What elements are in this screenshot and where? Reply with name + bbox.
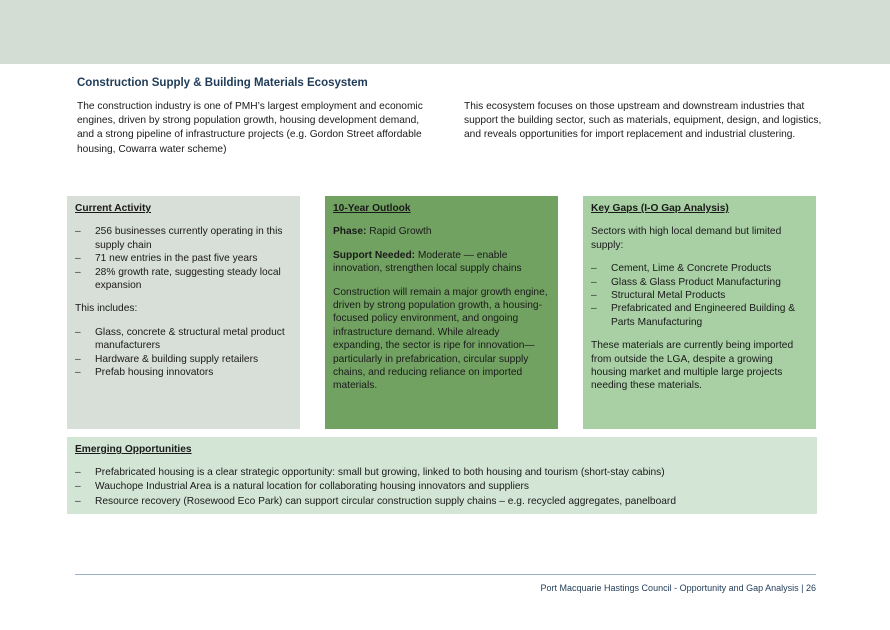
key-gaps-closing: These materials are currently being imported from outside the LGA, despite a growing housing market and multiple large projects needing these materials.: [591, 340, 794, 392]
outlook-card: [325, 196, 558, 429]
list-item: – Wauchope Industrial Area is a natural location for collaborating housing innovators and suppliers: [75, 480, 809, 495]
current-activity-list: [75, 225, 292, 292]
outlook-body: Construction will remain a major growth engine, driven by strong population growth, a housing-focused policy environment, and ongoing infrastructure demand. While already expanding, the sector is ripe for innovation—particularly in prefabrication, circular supply chains, and reducing reliance on imported materials.: [333, 286, 548, 392]
support-value: Moderate — enable innovation, strengthen local supply chains: [333, 249, 522, 275]
phase-label: Phase:: [333, 226, 367, 238]
footer-page-label: Port Macquarie Hastings Council - Opportunity and Gap Analysis | 26: [540, 583, 816, 593]
opportunities-list: [75, 466, 809, 510]
list-item: – Resource recovery (Rosewood Eco Park) can support circular construction supply chains – e.g. recycled aggregates, panelboard: [75, 495, 809, 510]
list-item: – Prefabricated and Engineered Building & Parts Manufacturing: [591, 302, 808, 329]
includes-label: This includes:: [75, 303, 138, 315]
list-item: – Glass, concrete & structural metal product manufacturers: [75, 326, 292, 353]
list-item: – 71 new entries in the past five years: [75, 252, 292, 265]
intro-right-paragraph: This ecosystem focuses on those upstream and downstream industries that support the building sector, such as materials, equipment, design, and logistics, and reveals opportunities for import replacement and industrial clustering.: [464, 101, 822, 141]
list-item: – Hardware & building supply retailers: [75, 353, 292, 366]
header-band: [0, 0, 890, 64]
includes-list: [75, 326, 292, 380]
current-activity-card: [67, 196, 300, 429]
key-gaps-list: [591, 262, 808, 329]
key-gaps-card: [583, 196, 816, 429]
intro-left-paragraph: The construction industry is one of PMH’s largest employment and economic engines, driven by strong population growth, housing development demand, and a strong pipeline of infrastructure projects (e.g. Gordon Street affordable housing, Cowarra water scheme): [77, 101, 423, 155]
list-item: – 256 businesses currently operating in this supply chain: [75, 225, 292, 252]
support-line: [333, 249, 550, 276]
list-item: – Structural Metal Products: [591, 289, 808, 302]
section-title: Construction Supply & Building Materials Ecosystem: [77, 77, 368, 89]
key-gaps-intro: Sectors with high local demand but limited supply:: [591, 226, 782, 251]
phase-value: Rapid Growth: [366, 226, 432, 238]
phase-line: [333, 225, 550, 238]
key-gaps-heading: Key Gaps (I-O Gap Analysis): [591, 203, 729, 214]
current-activity-heading: Current Activity: [75, 203, 152, 214]
emerging-opportunities-heading: Emerging Opportunities: [75, 444, 192, 455]
list-item: – 28% growth rate, suggesting steady local expansion: [75, 266, 292, 293]
list-item: – Prefab housing innovators: [75, 366, 292, 379]
footer-divider: [75, 574, 816, 575]
outlook-heading: 10-Year Outlook: [333, 203, 411, 214]
list-item: – Glass & Glass Product Manufacturing: [591, 276, 808, 289]
list-item: – Prefabricated housing is a clear strategic opportunity: small but growing, linked to both housing and tourism (short-stay cabins): [75, 466, 809, 481]
list-item: – Cement, Lime & Concrete Products: [591, 262, 808, 275]
emerging-opportunities-card: [67, 437, 817, 514]
support-label: Support Needed:: [333, 249, 416, 261]
